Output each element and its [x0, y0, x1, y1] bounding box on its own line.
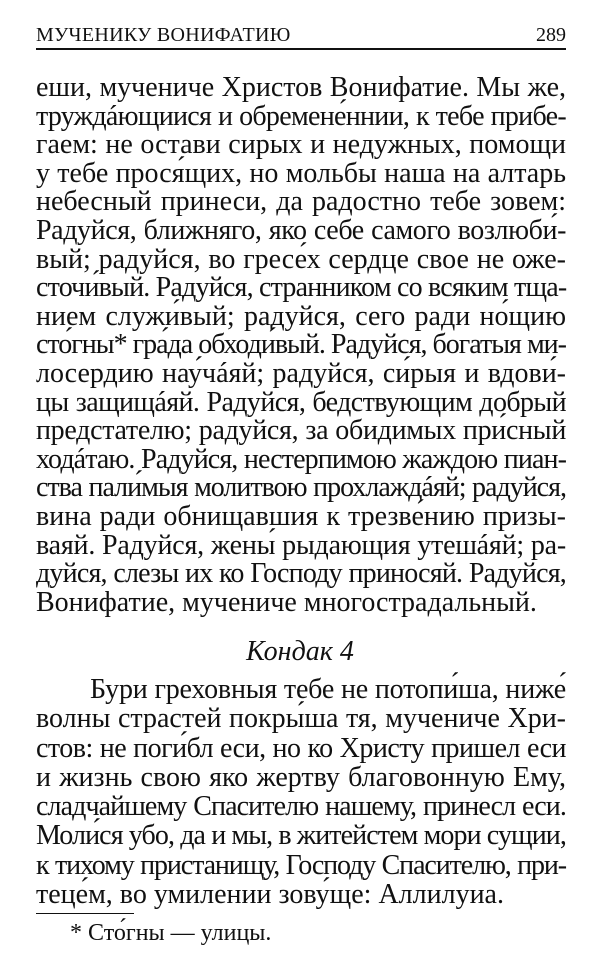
text-line: нием служи́вый; радуйся, сего ради но́щию [36, 300, 566, 332]
paragraph-ikos [36, 74, 566, 617]
text-line: вина ради обнищавшия к трезве́нию призы- [36, 500, 566, 532]
text-line: Моли́ся убо, да и мы, в житейстем мори сущии, [36, 820, 566, 852]
text-line: предстателю; радуйся, за обидимых при́сный [36, 415, 566, 447]
text-line: стов: не поги́бл еси, но ко Христу пришел еси [36, 732, 566, 764]
text-line: вый; радуйся, во гресе́х сердце свое не оже- [36, 243, 566, 275]
text-line: Вонифатие, мучениче многострадальный. [36, 586, 537, 618]
text-line: лосердию нау́чáяй; радуйся, си́рыя и вдови́- [36, 357, 566, 389]
running-title: МУЧЕНИКУ ВОНИФАТИЮ [36, 24, 291, 46]
text-line: труждáющиися и обремене́ннии, к тебе прибе- [36, 100, 566, 132]
text-line: цы защищáяй. Радуйся, бедствующим добрый [36, 386, 566, 418]
text-line: еши, мучениче Христов Вонифатие. Мы же, [36, 72, 566, 103]
text-line: волны страстей покры́ша тя, мучениче Хри- [36, 703, 566, 735]
paragraph-kondak [36, 675, 566, 909]
text-line: ваяй. Радуйся, жены́ рыдающия утешáяй; ра- [36, 529, 566, 561]
text-line: сладчайшему Спасителю нашему, принесл еси. [36, 791, 566, 823]
text-line: дуйся, слезы их ко Господу приносяй. Радуйся, [36, 558, 566, 590]
text-line: небесный принеси, да радостно тебе зовем: [36, 186, 566, 218]
text-line: ства пали́мыя молитвою прохлаждáяй; радуйся, [36, 472, 566, 504]
text-line: сточи́вый. Радуйся, странником со всяким тща- [36, 272, 567, 304]
kondak-heading: Кондак 4 [246, 636, 354, 667]
footnote-divider [36, 913, 134, 914]
footnote: * Сто́гны — улицы. [70, 920, 272, 946]
page-number: 289 [536, 24, 566, 46]
text-line: у тебе прося́щих, но мольбы наша на алтарь [36, 157, 566, 189]
text-line: к тихому пристанищу, Господу Спасителю, при- [36, 849, 566, 881]
text-line: Радуйся, ближняго, яко себе самого возлюби́- [36, 214, 566, 246]
text-line: сто́гны* гра́да обходи́вый. Радуйся, богатыя ми- [36, 329, 566, 361]
text-line: Бури греховныя тебе не потопи́ша, ниже́ [90, 674, 566, 705]
running-header [36, 22, 566, 50]
text-line: теце́м, во умилении зову́ще: Аллилуиа. [36, 879, 504, 911]
text-line: гаем: не остави сирых и недужных, помощи [36, 129, 566, 161]
text-line: и жизнь свою яко жертву благовонную Ему, [36, 761, 566, 793]
text-line: ходáтаю. Радуйся, нестерпимою жаждою пиан- [36, 443, 566, 475]
